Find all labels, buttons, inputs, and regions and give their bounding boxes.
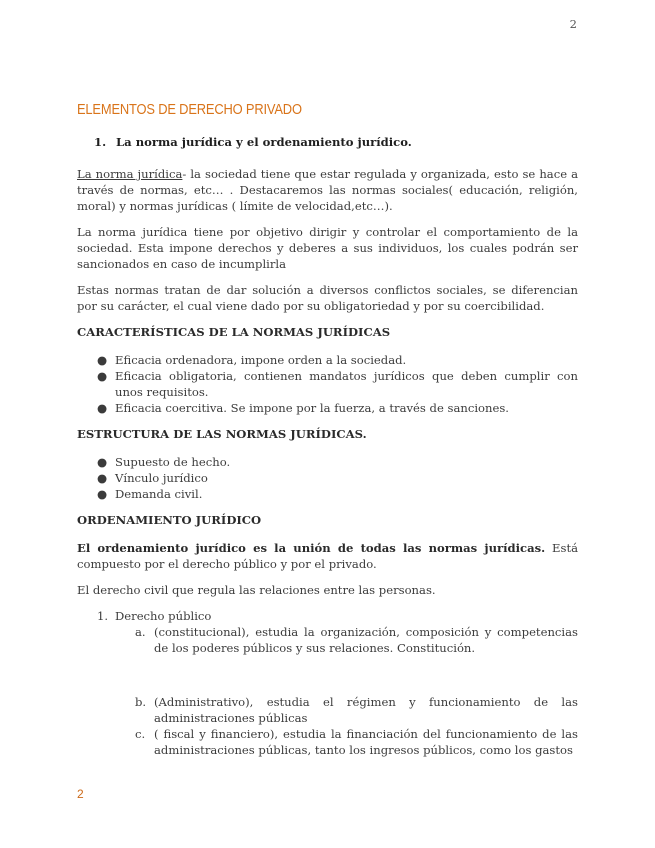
list-item bbox=[77, 608, 578, 624]
list-item bbox=[77, 470, 578, 486]
sub-list-item bbox=[77, 726, 578, 758]
sub-list-item bbox=[77, 624, 578, 656]
list-item bbox=[77, 368, 578, 400]
bullet-icon: ● bbox=[97, 471, 108, 485]
heading-1-number: 1. bbox=[94, 135, 107, 149]
bullet-icon: ● bbox=[97, 455, 108, 469]
paragraph-derecho-civil: El derecho civil que regula las relaciones entre las personas. bbox=[77, 583, 436, 597]
list-item bbox=[77, 454, 578, 470]
list-item-text: Derecho público bbox=[115, 609, 212, 623]
list-number: 1. bbox=[97, 609, 109, 623]
characteristics-list bbox=[77, 352, 578, 416]
paragraph-text: Está compuesto por el derecho público y por el privado. bbox=[77, 541, 579, 571]
document-body bbox=[77, 100, 578, 758]
header-page-number: 2 bbox=[569, 17, 577, 31]
paragraph-text: - la sociedad tiene que estar regulada y organizada, esto se hace a través de normas, etc… . Destacaremos las normas sociales( educación, religión, moral) y normas jurídicas ( límite de velocidad,etc…). bbox=[77, 167, 578, 213]
paragraph-objetivo: La norma jurídica tiene por objetivo dirigir y controlar el comportamiento de la sociedad. Esta impone derechos y deberes a sus individuos, los cuales podrán ser sancionados en caso de incumplirla bbox=[77, 225, 578, 271]
sub-list-text: (Administrativo), estudia el régimen y funcionamiento de las administraciones públicas bbox=[154, 695, 578, 725]
underlined-term: La norma jurídica bbox=[77, 167, 183, 181]
heading-1-text: La norma jurídica y el ordenamiento jurídico. bbox=[116, 135, 412, 149]
list-item-text: Demanda civil. bbox=[115, 487, 203, 501]
list-item bbox=[77, 352, 578, 368]
sub-list-item bbox=[77, 694, 578, 726]
bullet-icon: ● bbox=[97, 353, 108, 367]
sub-list-letter: a. bbox=[135, 625, 146, 639]
sub-list-text: (constitucional), estudia la organización, composición y competencias de los poderes públicos y sus relaciones. Constitución. bbox=[154, 625, 578, 655]
sub-list-letter: b. bbox=[135, 695, 147, 709]
list-item-text: Supuesto de hecho. bbox=[115, 455, 231, 469]
paragraph-norma-juridica bbox=[77, 166, 578, 214]
list-item-text: Eficacia coercitiva. Se impone por la fuerza, a través de sanciones. bbox=[115, 401, 509, 415]
section-title: ELEMENTOS DE DERECHO PRIVADO bbox=[77, 101, 302, 118]
heading-1 bbox=[77, 134, 578, 150]
list-item-text: Eficacia obligatoria, contienen mandatos jurídicos que deben cumplir con unos requisitos. bbox=[115, 369, 578, 399]
structure-list bbox=[77, 454, 578, 502]
derecho-publico-list bbox=[77, 608, 578, 758]
footer-page-number: 2 bbox=[77, 787, 84, 801]
bullet-icon: ● bbox=[97, 487, 108, 501]
list-item-text: Eficacia ordenadora, impone orden a la sociedad. bbox=[115, 353, 407, 367]
bold-definition: El ordenamiento jurídico es la unión de todas las normas jurídicas. bbox=[77, 541, 546, 555]
bullet-icon: ● bbox=[97, 369, 108, 383]
list-item-text: Vínculo jurídico bbox=[115, 471, 208, 485]
list-item bbox=[77, 400, 578, 416]
ordenamiento-heading: ORDENAMIENTO JURÍDICO bbox=[77, 513, 262, 527]
bullet-icon: ● bbox=[97, 401, 108, 415]
paragraph-conflictos: Estas normas tratan de dar solución a diversos conflictos sociales, se diferencian por su carácter, el cual viene dado por su obligatoriedad y por su coercibilidad. bbox=[77, 283, 578, 313]
characteristics-heading: CARACTERÍSTICAS DE LA NORMAS JURÍDICAS bbox=[77, 325, 391, 339]
sub-list-text: ( fiscal y financiero), estudia la financiación del funcionamiento de las administraciones públicas, tanto los ingresos públicos, como los gastos bbox=[154, 727, 578, 757]
paragraph-ordenamiento bbox=[77, 540, 578, 572]
structure-heading: ESTRUCTURA DE LAS NORMAS JURÍDICAS. bbox=[77, 427, 367, 441]
list-item bbox=[77, 486, 578, 502]
blank-space bbox=[77, 656, 578, 694]
sub-list-letter: c. bbox=[135, 727, 146, 741]
